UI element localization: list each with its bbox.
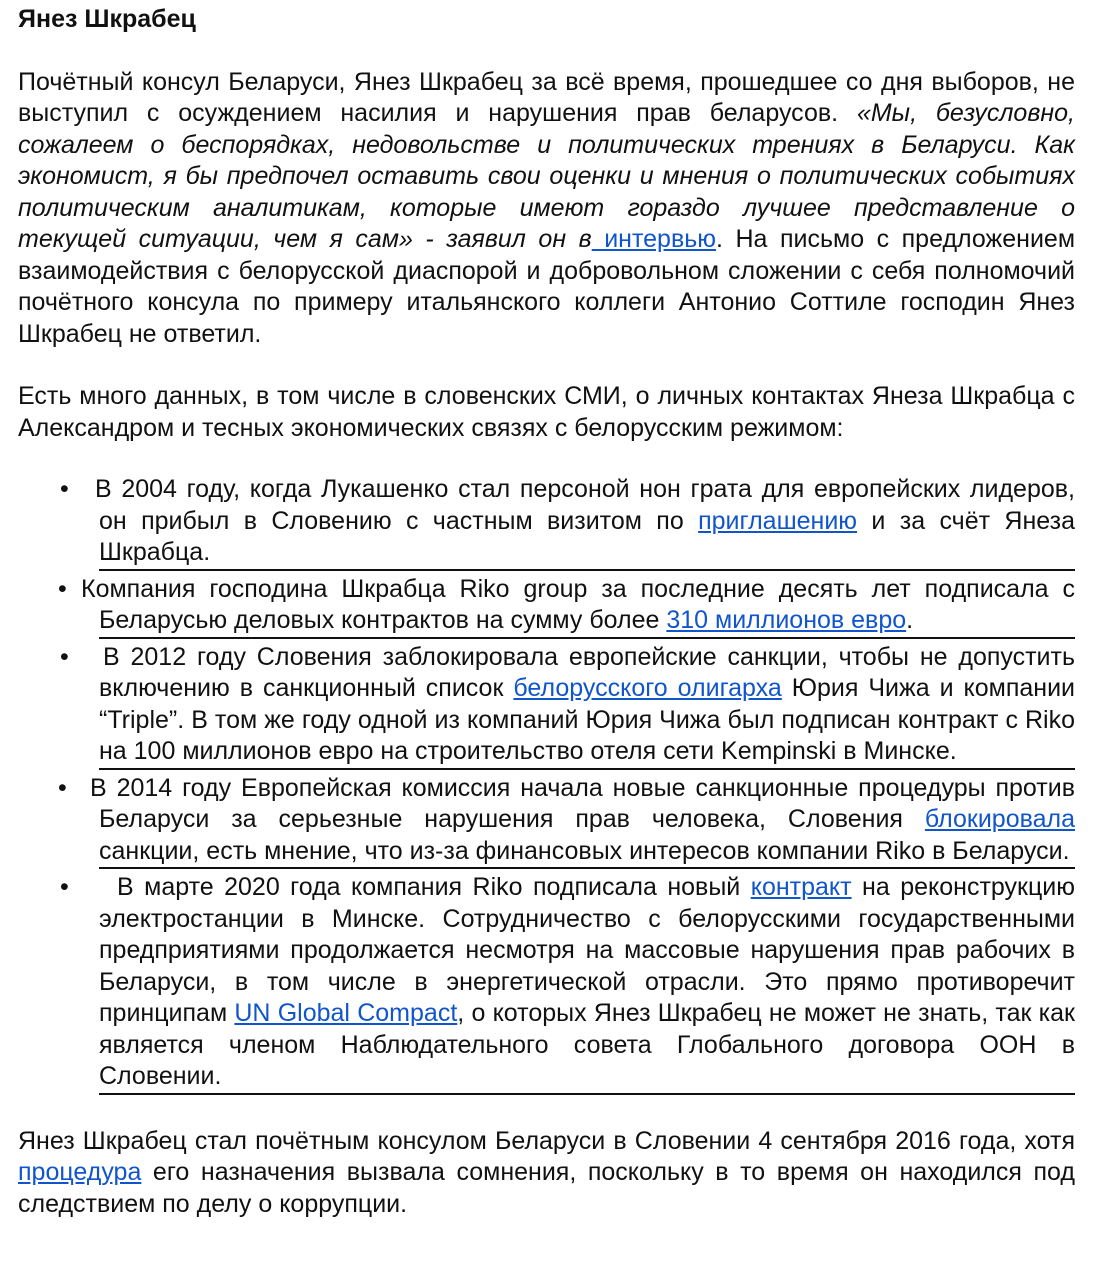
bullet-marker: •: [60, 873, 69, 901]
bullet-marker: •: [60, 475, 69, 503]
list-item: [18, 642, 1075, 770]
list-item: [18, 574, 1075, 639]
document-page: [18, 4, 1075, 1220]
list-item-text: В 2012 году Словения заблокировала европейские санкции, чтобы не допустить включению в санкционный список белорусского олигарха Юрия Чижа и компании “Triple”. В том же году одной из компаний Юрия Чижа был подписан контракт с Riko на 100 миллионов евро на строительство отеля сети Kempinski в Минске.: [99, 642, 1075, 770]
appointment-paragraph: Янез Шкрабец стал почётным консулом Беларуси в Словении 4 сентября 2016 года, хотя процедура его назначения вызвала сомнения, поскольку в то время он находился под следствием по делу о коррупции.: [18, 1126, 1075, 1218]
oligarch-link[interactable]: белорусского олигарха: [513, 674, 782, 702]
list-item-text: В 2014 году Европейская комиссия начала новые санкционные процедуры против Беларуси за серьезные нарушения прав человека, Словения блокировала санкции, есть мнение, что из-за финансовых интересов компании Riko в Беларуси.: [99, 773, 1075, 870]
list-item: [18, 872, 1075, 1095]
blocked-link[interactable]: блокировала: [924, 805, 1075, 833]
intro-text: Почётный консул Беларуси, Янез Шкрабец за всё время, прошедшее со дня выборов, не выступил с осуждением насилия и нарушения прав беларусов.: [18, 67, 1075, 127]
procedure-link[interactable]: процедура: [18, 1158, 142, 1186]
document-title: Янез Шкрабец: [18, 5, 196, 33]
list-item-text: Компания господина Шкрабца Riko group за последние десять лет подписала с Беларусью деловых контрактов на сумму более 310 миллионов евро.: [99, 574, 1075, 639]
list-item: [18, 773, 1075, 870]
invitation-link[interactable]: приглашению: [698, 506, 858, 535]
list-item-text: В марте 2020 года компания Riko подписала новый контракт на реконструкцию электростанции в Минске. Сотрудничество с белорусскими государственными предприятиями продолжается несмотря на массовые нарушения прав рабочих в Беларуси, в том числе в энергетической отрасли. Это прямо противоречит принципам UN Global Compact, о которых Янез Шкрабец не может не знать, так как является членом Наблюдательного совета Глобального договора ООН в Словении.: [99, 872, 1075, 1095]
contracts-amount-link[interactable]: 310 миллионов евро: [666, 606, 907, 634]
intro-quote: «Мы, безусловно, сожалеем о беспорядках, недовольстве и политических трениях в Беларуси. Как экономист, я бы предпочел оставить свои оценки и мнения о политических событиях политическим аналитикам, которые имеют гораздо лучшее представление о текущей ситуации, чем я сам» - заявил он в: [18, 99, 1075, 253]
list-item-text: В 2004 году, когда Лукашенко стал персоной нон грата для европейских лидеров, он прибыл в Словению с частным визитом по приглашению и за счёт Янеза Шкрабца.: [99, 474, 1075, 571]
intro-text-continued: . На письмо с предложением взаимодействия с белорусской диаспорой и добровольном сложении с себя полномочий почётного консула по примеру итальянского коллеги Антонио Соттиле господин Янез Шкрабец не ответил.: [18, 225, 1076, 348]
bullet-marker: •: [58, 574, 67, 603]
bullet-marker: •: [60, 642, 69, 671]
contract-link[interactable]: контракт: [750, 873, 852, 901]
intro-paragraph: [18, 67, 1075, 351]
contacts-paragraph: Есть много данных, в том числе в словенских СМИ, о личных контактах Янеза Шкрабца с Александром и тесных экономических связях с белорусским режимом:: [18, 382, 1075, 442]
bullet-marker: •: [58, 773, 67, 802]
interview-link[interactable]: интервью: [591, 225, 717, 253]
facts-list: [18, 474, 1075, 1095]
list-item: [18, 474, 1075, 571]
un-global-compact-link[interactable]: UN Global Compact: [234, 999, 458, 1027]
